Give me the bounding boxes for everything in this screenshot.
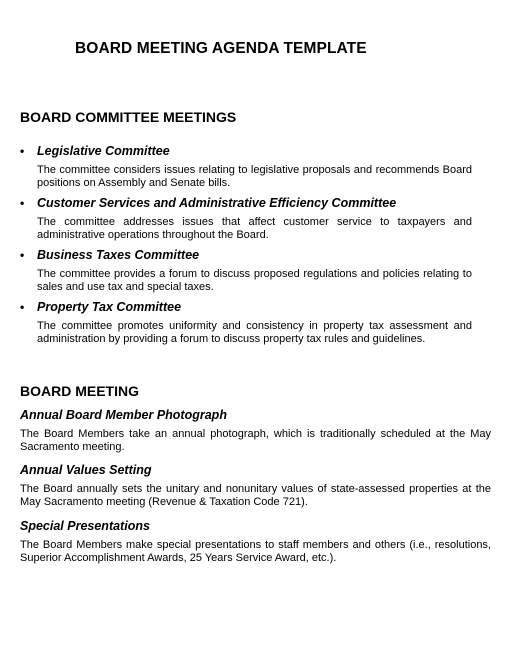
committee-description: The committee addresses issues that affect customer service to taxpayers and administrative operations throughout the Board.	[37, 216, 472, 241]
board-agenda-item	[20, 463, 491, 509]
committee-item	[20, 248, 472, 294]
committee-name	[20, 144, 472, 159]
board-agenda-item	[20, 408, 491, 454]
bullet-icon: •	[20, 144, 25, 158]
bullet-icon: •	[20, 248, 25, 262]
committee-item	[20, 144, 472, 190]
agenda-item-title: Annual Board Member Photograph	[20, 408, 227, 422]
committee-description: The committee promotes uniformity and consistency in property tax assessment and administration by providing a forum to discuss property tax rules and guidelines.	[37, 320, 472, 345]
agenda-item-description: The Board Members make special presentations to staff members and others (i.e., resolutions, Superior Accomplishment Awards, 25 Years Service Award, etc.).	[20, 539, 491, 564]
agenda-item-title: Special Presentations	[20, 519, 150, 533]
committee-description: The committee provides a forum to discuss proposed regulations and policies relating to sales and use tax and special taxes.	[37, 268, 472, 293]
board-agenda-item	[20, 519, 491, 565]
board-section-heading: BOARD MEETING	[20, 383, 139, 399]
agenda-item-description: The Board annually sets the unitary and nonunitary values of state-assessed properties at the May Sacramento meeting (Revenue & Taxation Code 721).	[20, 483, 491, 508]
agenda-item-title: Annual Values Setting	[20, 463, 152, 477]
committee-section-heading: BOARD COMMITTEE MEETINGS	[20, 109, 237, 125]
committee-name	[20, 196, 472, 211]
bullet-icon: •	[20, 300, 25, 314]
committee-description: The committee considers issues relating to legislative proposals and recommends Board positions on Assembly and Senate bills.	[37, 164, 472, 189]
committee-name	[20, 248, 472, 263]
committee-item	[20, 300, 472, 346]
document-title: BOARD MEETING AGENDA TEMPLATE	[75, 40, 367, 57]
committee-name-text: Business Taxes Committee	[37, 248, 200, 262]
agenda-item-description: The Board Members take an annual photograph, which is traditionally scheduled at the May Sacramento meeting.	[20, 428, 491, 453]
committee-name-text: Property Tax Committee	[37, 300, 182, 314]
committee-name	[20, 300, 472, 315]
bullet-icon: •	[20, 196, 25, 210]
committee-item	[20, 196, 472, 242]
committee-name-text: Legislative Committee	[37, 144, 170, 158]
committee-name-text: Customer Services and Administrative Efficiency Committee	[37, 196, 397, 210]
